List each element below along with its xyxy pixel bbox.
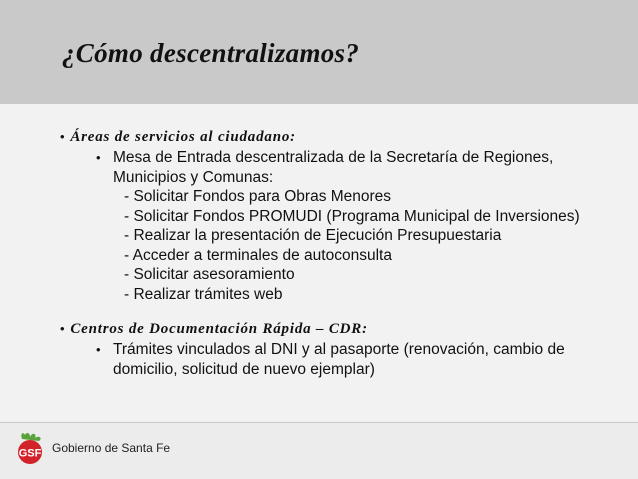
bullet-icon: • xyxy=(60,321,66,336)
section-heading-text: Áreas de servicios al ciudadano: xyxy=(70,129,296,145)
sub-bullet xyxy=(60,340,630,379)
bullet-icon: • xyxy=(96,150,101,165)
sub-bullet-line: Trámites vinculados al DNI y al pasaporte (renovación, cambio de xyxy=(113,341,565,358)
sub-bullet-line: Mesa de Entrada descentralizada de la Secretaría de Regiones, xyxy=(113,149,554,166)
section-heading-text: Centros de Documentación Rápida – CDR: xyxy=(70,321,368,337)
slide-title: ¿Cómo descentralizamos? xyxy=(62,38,360,68)
list-item: - Solicitar Fondos para Obras Menores xyxy=(124,188,392,205)
sub-bullet xyxy=(60,148,630,187)
list-item: - Solicitar Fondos PROMUDI (Programa Municipal de Inversiones) xyxy=(124,207,580,225)
services-list xyxy=(60,187,630,304)
sub-bullet-line: domicilio, solicitud de nuevo ejemplar) xyxy=(113,360,375,378)
sub-bullet-line: Municipios y Comunas: xyxy=(113,168,274,186)
list-item: - Realizar trámites web xyxy=(124,285,283,303)
list-item: - Acceder a terminales de autoconsulta xyxy=(124,246,392,264)
org-name: Gobierno de Santa Fe xyxy=(52,441,171,455)
section-heading xyxy=(60,126,630,148)
slide-content xyxy=(60,126,630,379)
logo-label: GSF xyxy=(18,447,42,460)
list-item: - Realizar la presentación de Ejecución Presupuestaria xyxy=(124,227,502,244)
gsf-logo-icon xyxy=(12,430,48,466)
section-cdr xyxy=(60,318,630,379)
list-item: - Solicitar asesoramiento xyxy=(124,266,295,283)
section-services xyxy=(60,126,630,304)
bullet-icon: • xyxy=(96,342,101,357)
bullet-icon: • xyxy=(60,129,66,144)
section-heading xyxy=(60,318,630,340)
